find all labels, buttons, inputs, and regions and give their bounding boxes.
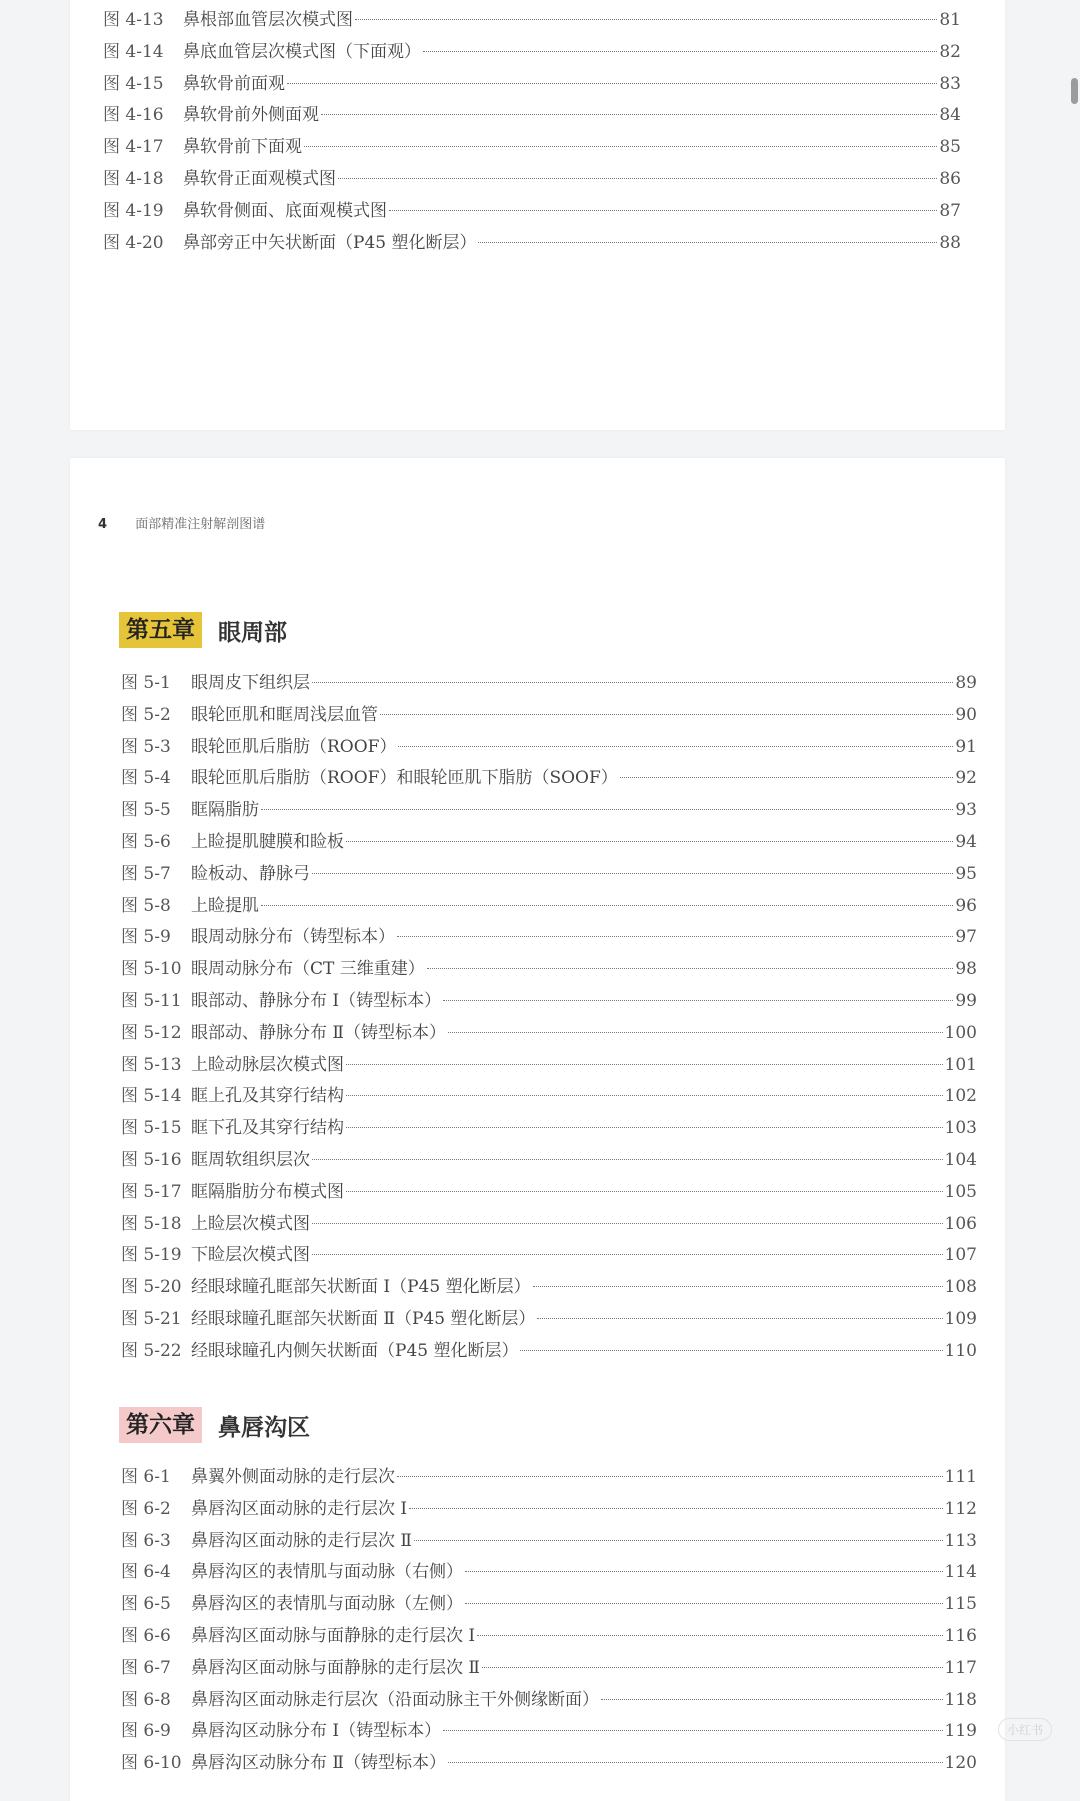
figure-number: 图 5-22	[121, 1340, 182, 1361]
figure-title: 鼻唇沟区的表情肌与面动脉（右侧）	[191, 1562, 463, 1583]
figure-number: 图 5-12	[121, 1022, 182, 1043]
dot-leader	[448, 1762, 943, 1763]
page-number: 93	[955, 800, 977, 821]
toc-entry	[121, 673, 977, 693]
page-number: 111	[944, 1467, 977, 1487]
toc-entry	[121, 1277, 977, 1297]
dot-leader	[312, 682, 953, 683]
dot-leader	[533, 1286, 943, 1287]
page-number: 114	[944, 1562, 977, 1583]
page-number: 119	[944, 1721, 977, 1742]
figure-number: 图 4-13	[103, 10, 164, 30]
figure-number: 图 6-2	[121, 1498, 171, 1519]
figure-title: 眶上孔及其穿行结构	[191, 1086, 344, 1107]
toc-entry	[103, 105, 961, 125]
figure-title: 鼻翼外侧面动脉的走行层次	[191, 1467, 395, 1487]
toc-entry	[121, 1499, 977, 1519]
figure-number: 图 5-7	[121, 863, 171, 884]
figure-number: 图 6-1	[121, 1467, 171, 1487]
dot-leader	[537, 1318, 942, 1319]
running-head-book-title: 面部精准注射解剖图谱	[135, 517, 266, 532]
figure-title: 鼻软骨前面观	[183, 73, 285, 94]
watermark-logo: 小红书	[998, 1718, 1052, 1741]
figure-number: 图 5-14	[121, 1086, 182, 1107]
scrollbar-thumb[interactable]	[1071, 78, 1078, 104]
figure-title: 鼻唇沟区动脉分布 Ⅰ（铸型标本）	[191, 1721, 442, 1742]
dot-leader	[448, 1032, 943, 1033]
dot-leader	[321, 114, 937, 115]
toc-entry	[121, 737, 977, 757]
page-number: 108	[944, 1277, 977, 1298]
page-number: 110	[944, 1340, 977, 1361]
figure-title: 眼周动脉分布（CT 三维重建）	[191, 959, 425, 980]
figure-title: 眶隔脂肪分布模式图	[191, 1181, 344, 1202]
figure-number: 图 4-20	[103, 232, 164, 253]
dot-leader	[478, 242, 937, 243]
toc-entry	[121, 927, 977, 947]
figure-number: 图 4-19	[103, 200, 164, 221]
figure-number: 图 4-16	[103, 105, 164, 126]
dot-leader	[409, 1508, 942, 1509]
figure-number: 图 6-10	[121, 1753, 182, 1774]
toc-entry	[121, 1086, 977, 1106]
figure-number: 图 6-5	[121, 1594, 171, 1615]
dot-leader	[443, 1730, 942, 1731]
figure-title: 鼻软骨前下面观	[183, 137, 302, 158]
figure-number: 图 5-13	[121, 1054, 182, 1075]
dot-leader	[465, 1603, 943, 1604]
page-number: 101	[944, 1054, 977, 1075]
page-number: 85	[939, 137, 961, 158]
figure-number: 图 6-3	[121, 1530, 171, 1551]
dot-leader	[414, 1540, 943, 1541]
page-number: 88	[939, 232, 961, 253]
dot-leader	[477, 1635, 942, 1636]
figure-number: 图 5-11	[121, 991, 182, 1011]
page-number: 118	[944, 1689, 977, 1710]
figure-number: 图 5-3	[121, 736, 171, 757]
toc-entry	[121, 959, 977, 979]
page-number: 86	[939, 169, 961, 189]
page-number: 113	[944, 1530, 977, 1551]
figure-title: 眶周软组织层次	[191, 1150, 310, 1170]
page-number: 103	[944, 1118, 977, 1139]
dot-leader	[304, 146, 937, 147]
figure-title: 鼻唇沟区面动脉走行层次（沿面动脉主干外侧缘断面）	[191, 1689, 599, 1710]
dot-leader	[380, 714, 953, 715]
figure-title: 眼部动、静脉分布 Ⅱ（铸型标本）	[191, 1022, 446, 1043]
page-number: 95	[955, 863, 977, 884]
figure-number: 图 6-9	[121, 1721, 171, 1742]
dot-leader	[346, 1064, 943, 1065]
dot-leader	[312, 1223, 943, 1224]
figure-title: 眶下孔及其穿行结构	[191, 1118, 344, 1139]
figure-title: 上睑动脉层次模式图	[191, 1054, 344, 1075]
figure-number: 图 5-5	[121, 800, 171, 821]
page-number: 81	[939, 10, 961, 30]
figure-title: 眼部动、静脉分布 Ⅰ（铸型标本）	[191, 991, 442, 1011]
dot-leader	[427, 968, 954, 969]
chapter-heading-6	[119, 1407, 310, 1443]
figure-title: 下睑层次模式图	[191, 1245, 310, 1266]
toc-entry	[103, 74, 961, 94]
page-number: 117	[944, 1657, 977, 1678]
dot-leader	[398, 746, 953, 747]
figure-title: 上睑提肌腱膜和睑板	[191, 832, 344, 852]
figure-title: 眼轮匝肌和眶周浅层血管	[191, 704, 378, 725]
toc-entry	[121, 1245, 977, 1265]
page-number: 84	[939, 105, 961, 126]
page-number: 99	[955, 991, 977, 1011]
figure-number: 图 5-15	[121, 1118, 182, 1139]
page-number: 106	[944, 1213, 977, 1234]
figure-title: 鼻部旁正中矢状断面（P45 塑化断层）	[183, 232, 477, 253]
toc-entry	[121, 705, 977, 725]
figure-title: 经眼球瞳孔内侧矢状断面（P45 塑化断层）	[191, 1340, 519, 1361]
dot-leader	[312, 1159, 943, 1160]
figure-title: 鼻唇沟区面动脉与面静脉的走行层次 Ⅱ	[191, 1657, 480, 1678]
toc-entry	[121, 1309, 977, 1329]
running-head	[98, 513, 265, 532]
page-number: 98	[955, 959, 977, 980]
figure-title: 鼻唇沟区面动脉与面静脉的走行层次 Ⅰ	[191, 1626, 476, 1646]
figure-title: 眼周动脉分布（铸型标本）	[191, 927, 395, 948]
figure-title: 经眼球瞳孔眶部矢状断面 Ⅰ（P45 塑化断层）	[191, 1277, 531, 1298]
toc-entry	[103, 137, 961, 157]
figure-title: 鼻软骨前外侧面观	[183, 105, 319, 126]
dot-leader	[482, 1667, 943, 1668]
chapter-badge: 第五章	[119, 612, 202, 648]
toc-entry	[121, 1721, 977, 1741]
toc-entry	[103, 169, 961, 189]
toc-entry	[121, 1341, 977, 1361]
page-number: 104	[944, 1150, 977, 1170]
figure-title: 鼻唇沟区的表情肌与面动脉（左侧）	[191, 1594, 463, 1615]
page-number: 83	[939, 73, 961, 94]
page-number: 90	[955, 704, 977, 725]
dot-leader	[261, 905, 953, 906]
toc-entry	[121, 1690, 977, 1710]
toc-entry	[121, 832, 977, 852]
toc-entry	[103, 233, 961, 253]
toc-entry	[121, 1562, 977, 1582]
figure-number: 图 5-20	[121, 1277, 182, 1298]
figure-number: 图 5-6	[121, 832, 171, 852]
dot-leader	[346, 1095, 943, 1096]
page-number: 107	[944, 1245, 977, 1266]
page-number: 109	[944, 1309, 977, 1329]
page-number: 92	[955, 768, 977, 789]
chapter-title: 鼻唇沟区	[218, 1414, 310, 1441]
toc-entry	[121, 1118, 977, 1138]
toc-entry	[121, 864, 977, 884]
figure-number: 图 6-4	[121, 1562, 171, 1583]
toc-entry	[121, 1594, 977, 1614]
page-number: 102	[944, 1086, 977, 1107]
chapter-badge: 第六章	[119, 1407, 202, 1443]
toc-entry	[121, 1150, 977, 1170]
dot-leader	[346, 1127, 943, 1128]
figure-title: 鼻底血管层次模式图（下面观）	[183, 41, 421, 62]
toc-entry	[121, 1182, 977, 1202]
figure-title: 眼轮匝肌后脂肪（ROOF）和眼轮匝肌下脂肪（SOOF）	[191, 768, 618, 789]
figure-title: 鼻软骨侧面、底面观模式图	[183, 200, 387, 221]
chapter-heading-5	[119, 612, 287, 648]
dot-leader	[355, 19, 937, 20]
toc-entry	[121, 768, 977, 788]
figure-title: 鼻唇沟区面动脉的走行层次 Ⅱ	[191, 1530, 412, 1551]
page-number: 112	[944, 1498, 977, 1519]
dot-leader	[397, 936, 953, 937]
figure-title: 眼轮匝肌后脂肪（ROOF）	[191, 736, 397, 757]
figure-title: 上睑层次模式图	[191, 1213, 310, 1234]
dot-leader	[346, 841, 953, 842]
figure-number: 图 5-19	[121, 1245, 182, 1266]
dot-leader	[443, 1000, 953, 1001]
page-number: 100	[944, 1022, 977, 1043]
dot-leader	[338, 178, 937, 179]
page-number: 91	[955, 736, 977, 757]
figure-title: 睑板动、静脉弓	[191, 863, 310, 884]
page-number: 120	[944, 1753, 977, 1774]
figure-number: 图 6-7	[121, 1657, 171, 1678]
toc-entry	[121, 1214, 977, 1234]
figure-title: 鼻根部血管层次模式图	[183, 10, 353, 30]
figure-number: 图 5-8	[121, 895, 171, 916]
toc-entry	[121, 1626, 977, 1646]
figure-number: 图 6-6	[121, 1626, 171, 1646]
figure-number: 图 5-2	[121, 704, 171, 725]
figure-number: 图 5-9	[121, 927, 171, 948]
figure-title: 鼻软骨正面观模式图	[183, 169, 336, 189]
chapter-title: 眼周部	[218, 619, 287, 646]
toc-entry	[103, 201, 961, 221]
toc-entry	[103, 10, 961, 30]
dot-leader	[312, 873, 953, 874]
running-head-page-number: 4	[98, 517, 108, 532]
dot-leader	[520, 1350, 942, 1351]
page-number: 94	[955, 832, 977, 852]
dot-leader	[346, 1191, 943, 1192]
figure-number: 图 4-14	[103, 41, 164, 62]
toc-entry	[121, 1753, 977, 1773]
toc-entry	[121, 1023, 977, 1043]
toc-entry	[121, 1467, 977, 1487]
toc-entry	[121, 991, 977, 1011]
toc-entry	[121, 1531, 977, 1551]
figure-title: 上睑提肌	[191, 895, 259, 916]
page-number: 115	[944, 1594, 977, 1615]
figure-number: 图 4-17	[103, 137, 164, 158]
figure-number: 图 5-21	[121, 1309, 182, 1329]
figure-title: 鼻唇沟区动脉分布 Ⅱ（铸型标本）	[191, 1753, 446, 1774]
dot-leader	[423, 51, 937, 52]
figure-number: 图 5-1	[121, 673, 171, 693]
page-number: 87	[939, 200, 961, 221]
dot-leader	[397, 1476, 943, 1477]
page-number: 82	[939, 41, 961, 62]
page-number: 89	[955, 673, 977, 693]
figure-number: 图 5-10	[121, 959, 182, 980]
figure-number: 图 5-16	[121, 1150, 182, 1170]
toc-entry	[121, 800, 977, 820]
page-number: 96	[955, 895, 977, 916]
dot-leader	[389, 210, 937, 211]
dot-leader	[287, 83, 937, 84]
toc-entry	[121, 1055, 977, 1075]
dot-leader	[312, 1254, 943, 1255]
dot-leader	[620, 777, 954, 778]
page-number: 97	[955, 927, 977, 948]
figure-title: 眼周皮下组织层	[191, 673, 310, 693]
toc-entry	[121, 896, 977, 916]
figure-number: 图 5-18	[121, 1213, 182, 1234]
figure-title: 眶隔脂肪	[191, 800, 259, 821]
figure-number: 图 4-15	[103, 73, 164, 94]
page-number: 116	[944, 1626, 977, 1646]
figure-title: 鼻唇沟区面动脉的走行层次 Ⅰ	[191, 1498, 408, 1519]
figure-number: 图 5-4	[121, 768, 171, 789]
figure-title: 经眼球瞳孔眶部矢状断面 Ⅱ（P45 塑化断层）	[191, 1309, 536, 1329]
toc-entry	[121, 1658, 977, 1678]
dot-leader	[601, 1699, 943, 1700]
figure-number: 图 5-17	[121, 1181, 182, 1202]
page-number: 105	[944, 1181, 977, 1202]
dot-leader	[261, 809, 953, 810]
dot-leader	[465, 1571, 943, 1572]
figure-number: 图 6-8	[121, 1689, 171, 1710]
figure-number: 图 4-18	[103, 169, 164, 189]
toc-entry	[103, 42, 961, 62]
